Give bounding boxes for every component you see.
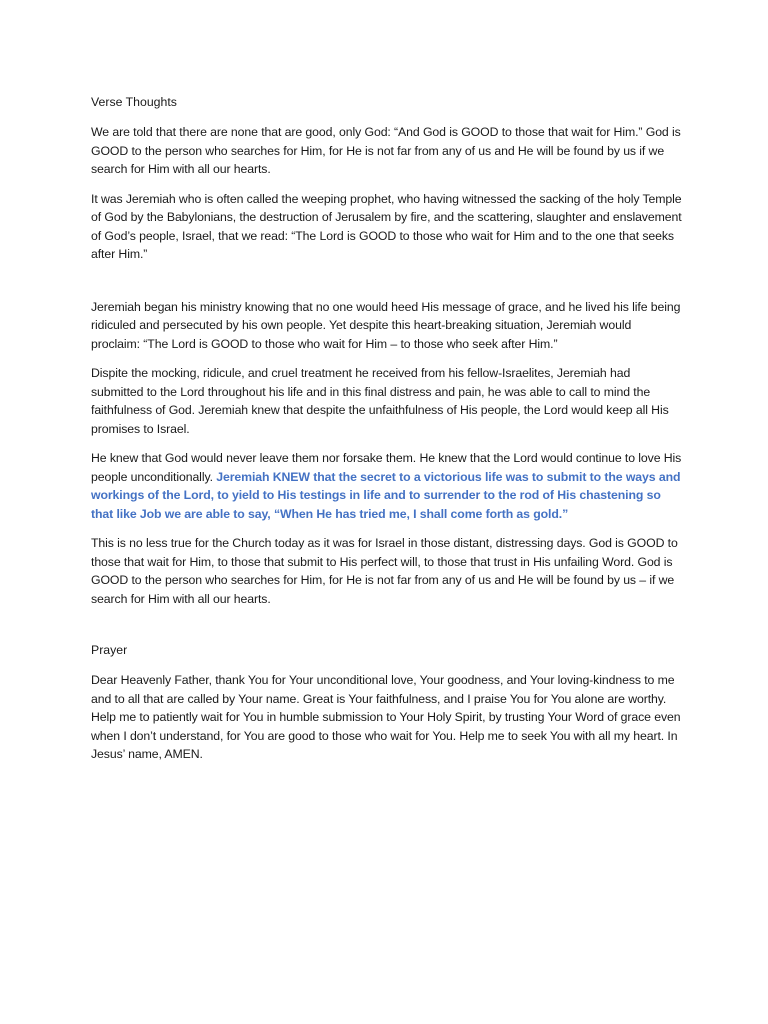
paragraph-4: Dispite the mocking, ridicule, and cruel treatment he received from his fellow-Israelites, Jeremiah had submitted to the Lord throughout his life and in this final distress and pain, he was able to call to mind the faithfulness of God. Jeremiah knew that despite the unfaithfulness of His people, the Lord would keep all His promises to Israel. <box>91 366 669 436</box>
paragraph-3: Jeremiah began his ministry knowing that no one would heed His message of grace, and he lived his life being ridiculed and persecuted by his own people. Yet despite this heart-breaking situation, Jeremiah would proclaim: “The Lord is GOOD to those who wait for Him – to those who seek after Him.” <box>91 299 681 351</box>
paragraph-2: It was Jeremiah who is often called the weeping prophet, who having witnessed the sacking of the holy Temple of God by the Babylonians, the destruction of Jerusalem by fire, and the scattering, slaughter and enslavement of God’s people, Israel, that we read: “The Lord is GOOD to those who wait for Him and to the one that seeks after Him.” <box>91 191 682 261</box>
verse-thoughts-heading: Verse Thoughts <box>91 95 177 109</box>
paragraph-5-plain: He knew that God would never leave them nor forsake them. He knew that the Lord would continue to love His people unconditionally. <box>91 451 682 484</box>
paragraph-6: This is no less true for the Church today as it was for Israel in those distant, distressing days. God is GOOD to those that wait for Him, to those that submit to His perfect will, to those that trust in His unfailing Word. God is GOOD to the person who searches for Him, for He is not far from any of us and He will be found by us – if we search for Him with all our hearts. <box>91 536 678 606</box>
prayer-heading: Prayer <box>91 643 128 657</box>
spacer <box>91 275 683 298</box>
paragraph-5 <box>91 449 683 523</box>
paragraph-5-highlight: Jeremiah KNEW that the secret to a victorious life was to submit to the ways and workings of the Lord, to yield to His testings in life and to surrender to the rod of His chastening so that like Job we are able to say, “When He has tried me, I shall come forth as gold.” <box>91 469 681 521</box>
prayer-text: Dear Heavenly Father, thank You for Your unconditional love, Your goodness, and Your loving-kindness to me and to all that are called by Your name. Great is Your faithfulness, and I praise You for You alone are worthy. Help me to patiently wait for You in humble submission to Your Holy Spirit, by trusting Your Word of grace even when I don’t understand, for You are good to those who wait for You. Help me to seek You with all my heart. In Jesus’ name, AMEN. <box>91 673 681 761</box>
paragraph-1: We are told that there are none that are good, only God: “And God is GOOD to those that wait for Him.” God is GOOD to the person who searches for Him, for He is not far from any of us and He will be found by us if we search for Him with all our hearts. <box>91 125 681 176</box>
spacer <box>91 619 683 641</box>
